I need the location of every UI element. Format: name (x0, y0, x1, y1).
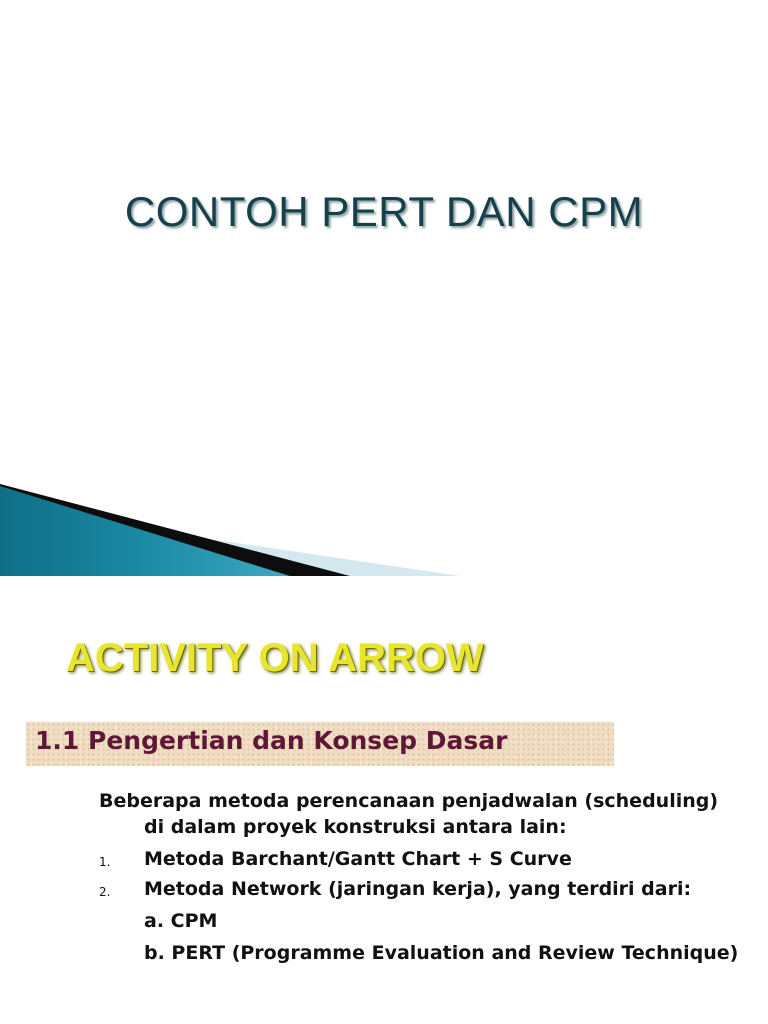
slide-body (99, 788, 739, 966)
slide-2 (0, 576, 768, 1024)
list-item-text: Metoda Barchant/Gantt Chart + S Curve (144, 848, 572, 870)
sub-item: b. PERT (Programme Evaluation and Review Technique) (144, 942, 739, 964)
swoosh-teal-band (0, 486, 290, 576)
list-item (99, 846, 739, 872)
list-number: 2. (99, 885, 111, 899)
sub-item: a. CPM (144, 910, 218, 932)
section-heading: 1.1 Pengertian dan Konsep Dasar (35, 726, 508, 755)
section-heading-box (26, 722, 614, 766)
list-item-text: Metoda Network (jaringan kerja), yang terdiri dari: (144, 878, 692, 900)
list-number: 1. (99, 855, 111, 869)
decorative-swoosh (0, 478, 768, 576)
slide-1-title: CONTOH PERT DAN CPM (124, 188, 644, 235)
list-item (99, 876, 739, 902)
intro-paragraph: Beberapa metoda perencanaan penjadwalan (scheduling) di dalam proyek konstruksi antara lain: (99, 790, 719, 838)
slide-2-title: ACTIVITY ON ARROW (66, 636, 484, 680)
